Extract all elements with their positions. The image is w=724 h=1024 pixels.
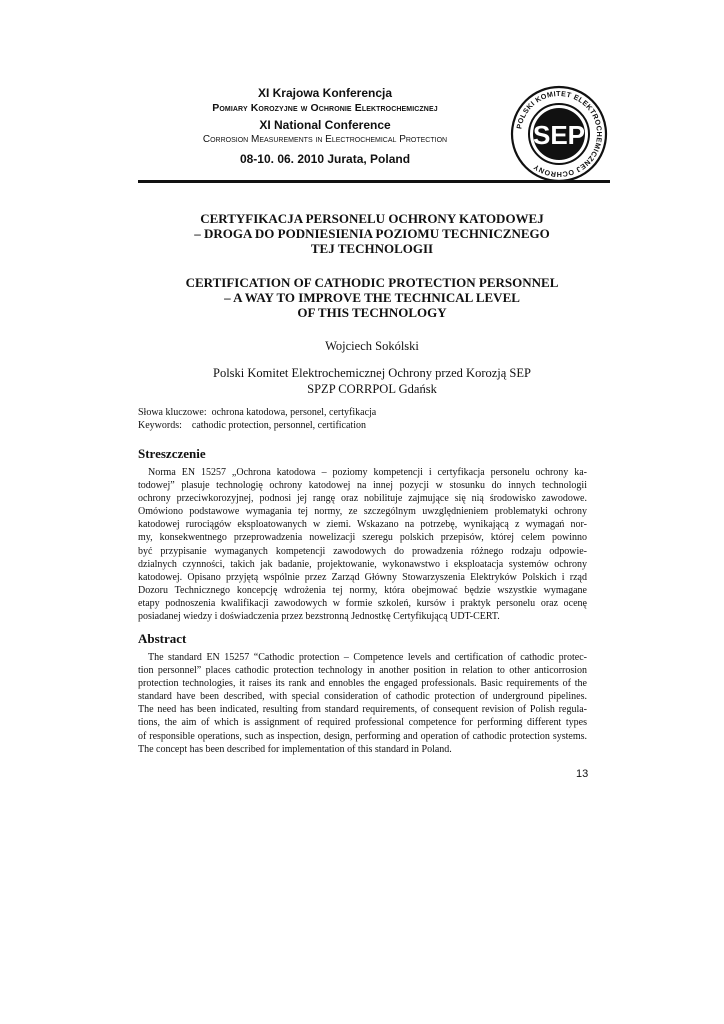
- streszczenie-line: Dozoru Technicznego koncepcję wdrożenia tej normy, która obejmować będzie wszystkie wymagane: [138, 584, 587, 596]
- title-polish-line: TEJ TECHNOLOGII: [310, 241, 434, 256]
- streszczenie-line: ochrony przeciwkorozyjnej, podnosi jej rangę oraz nobilituje zajmujące się nią środowisko zawodowe.: [138, 493, 587, 505]
- affiliation: [150, 365, 594, 397]
- streszczenie-body: [138, 466, 587, 623]
- streszczenie-line: Omówiono podstawowe wymagania tej normy, ze szczególnym uwzględnieniem problematyki ochrony: [138, 506, 587, 518]
- conference-name-en: XI National Conference: [259, 118, 391, 132]
- abstract-line: of responsible operations, such as inspection, design, performing and operation of cathodic protection systems.: [138, 730, 587, 742]
- streszczenie-heading: Streszczenie: [138, 446, 206, 461]
- abstract-body: [138, 651, 587, 756]
- conference-date-place: 08-10. 06. 2010 Jurata, Poland: [239, 152, 411, 166]
- title-english-line: CERTIFICATION OF CATHODIC PROTECTION PERSONNEL: [185, 275, 559, 290]
- title-english-line: – A WAY TO IMPROVE THE TECHNICAL LEVEL: [224, 290, 520, 305]
- abstract-line: tions, the aim of which is assignment of required professional competence for performing different types: [138, 717, 587, 729]
- streszczenie-line: posiadanej wiedzy i doświadczenia przez bezstronną Jednostkę Certyfikującą UDT-CERT.: [138, 611, 500, 623]
- svg-text:POLSKI KOMITET ELEKTROCHEMICZN: POLSKI KOMITET ELEKTROCHEMICZNEJ OCHRONY: [514, 88, 605, 180]
- keywords-block: [138, 406, 608, 432]
- sep-committee-seal-icon: [509, 84, 609, 184]
- title-english-line: OF THIS TECHNOLOGY: [297, 305, 447, 320]
- streszczenie-line: dzialnych czynności, takich jak badanie, projektowanie, wykonawstwo i eksploatacja systemów ochrony: [138, 558, 587, 570]
- abstract-line: The standard EN 15257 “Cathodic protection – Competence levels and certification of cathodic protec-: [148, 652, 587, 663]
- title-english: [150, 275, 594, 320]
- abstract-line: standard have been described, with special consideration of cathodic protection of underground pipelines.: [138, 691, 587, 703]
- streszczenie-line: być przypisanie wymaganych kompetencji zawodowych do prowadzenia różnego rodzaju odpowie-: [138, 545, 587, 557]
- keywords-en-label: Keywords:: [138, 420, 182, 431]
- streszczenie-line: my, konsekwentnego przeprowadzenia nowelizacji szeregu polskich przepisów, której celem powinno: [138, 532, 587, 544]
- keywords-pl-label: Słowa kluczowe:: [138, 407, 207, 418]
- abstract-line: The need has been indicated, resulting from standard requirements, of consequent revision of Polish regula-: [138, 704, 587, 716]
- conference-subtitle-en: Corrosion Measurements in Electrochemical Protection: [202, 134, 448, 145]
- svg-text:SEP: SEP: [532, 120, 586, 150]
- header-rule: [138, 180, 610, 183]
- streszczenie-line: etapy podnoszenia kwalifikacji zawodowych w formie szkoleń, kursów i praktyk personelu oraz ocenę: [138, 597, 587, 609]
- affiliation-line: Polski Komitet Elektrochemicznej Ochrony przed Korozją SEP: [213, 366, 531, 380]
- abstract-heading: Abstract: [138, 631, 187, 646]
- title-polish-line: CERTYFIKACJA PERSONELU OCHRONY KATODOWEJ: [200, 211, 544, 226]
- abstract-line: protection technologies, it raises its rank and ennobles the engaged professionals. Basic requirements of the: [138, 678, 587, 690]
- streszczenie-line: Norma EN 15257 „Ochrona katodowa – poziomy kompetencji i certyfikacja personelu ochrony ka-: [148, 467, 587, 478]
- author-name: Wojciech Sokólski: [325, 339, 419, 353]
- conference-header: [140, 86, 510, 167]
- streszczenie-line: katodowej rurociągów eksploatowanych w ziemi. Wskazano na potrzebę, wynikającą z wymagań nor-: [138, 519, 587, 531]
- conference-name-pl: XI Krajowa Konferencja: [257, 86, 393, 100]
- streszczenie-line: katodowej. Opisano przyjętą wspólnie przez Zarząd Główny Stowarzyszenia Elektryków Polskich i rząd: [138, 571, 587, 583]
- affiliation-line: SPZP CORRPOL Gdańsk: [307, 382, 437, 396]
- keywords-pl-value: ochrona katodowa, personel, certyfikacja: [211, 407, 377, 418]
- streszczenie-line: todowej” plasuje technologię ochrony katodowej na innej pozycji w stosunku do innych technologii: [138, 480, 587, 492]
- abstract-line: tion personnel” places cathodic protection technology in another position in relation to other anticorrosion: [138, 665, 587, 677]
- page-number: 13: [576, 768, 589, 780]
- title-polish: [150, 211, 594, 256]
- abstract-line: The concept has been described for implementation of this standard in Poland.: [138, 743, 452, 755]
- title-polish-line: – DROGA DO PODNIESIENIA POZIOMU TECHNICZNEGO: [194, 226, 550, 241]
- conference-subtitle-pl: Pomiary Korozyjne w Ochronie Elektrochemicznej: [212, 102, 438, 114]
- keywords-en-value: cathodic protection, personnel, certification: [191, 420, 366, 431]
